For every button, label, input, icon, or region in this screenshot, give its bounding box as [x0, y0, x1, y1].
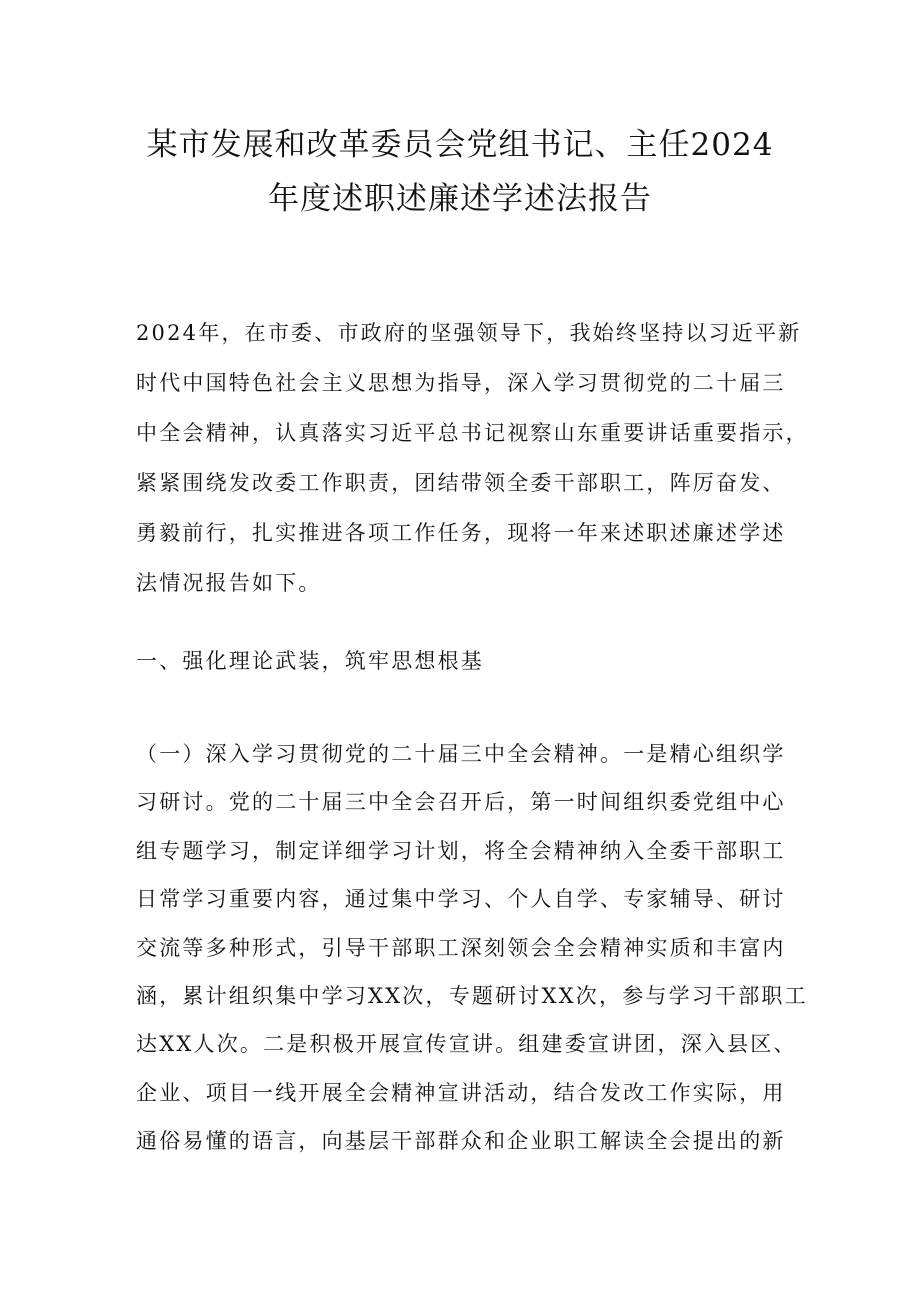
section-heading: [136, 636, 796, 686]
section-line: 涵，累计组织集中学习XX次，专题研讨XX次，参与学习干部职工: [136, 983, 808, 1008]
title-line-2: 年度述职述廉述学述法报告: [268, 181, 652, 217]
section-line: （一）深入学习贯彻党的二十届三中全会精神。一是精心组织学: [136, 742, 786, 766]
section-line: 达XX人次。二是积极开展宣传宣讲。组建委宣讲团，深入县区、: [136, 1032, 797, 1057]
intro-paragraph: [136, 308, 809, 608]
section-paragraph: [136, 730, 808, 1166]
intro-line: 法情况报告如下。: [136, 571, 322, 595]
intro-line: 勇毅前行，扎实推进各项工作任务，现将一年来述职述廉述学述: [136, 521, 786, 545]
section-heading-text: 一、强化理论武装，筑牢思想根基: [136, 649, 484, 673]
section-line: 日常学习重要内容，通过集中学习、个人自学、专家辅导、研讨: [136, 887, 786, 912]
document-title: [120, 118, 800, 226]
intro-line: 2024年，在市委、市政府的坚强领导下，我始终坚持以习近平新: [136, 321, 802, 345]
section-line: 组专题学习，制定详细学习计划，将全会精神纳入全委干部职工: [136, 838, 786, 863]
intro-line: 时代中国特色社会主义思想为指导，深入学习贯彻党的二十届三: [136, 371, 786, 395]
intro-line: 中全会精神，认真落实习近平总书记视察山东重要讲话重要指示，: [136, 421, 809, 445]
section-line: 通俗易懂的语言，向基层干部群众和企业职工解读全会提出的新: [136, 1129, 786, 1154]
section-line: 习研讨。党的二十届三中全会召开后，第一时间组织委党组中心: [136, 790, 786, 815]
section-line: 企业、项目一线开展全会精神宣讲活动，结合发改工作实际，用: [136, 1080, 786, 1105]
section-line: 交流等多种形式，引导干部职工深刻领会全会精神实质和丰富内: [136, 935, 786, 960]
title-line-1: 某市发展和改革委员会党组书记、主任2024: [146, 127, 774, 163]
intro-line: 紧紧围绕发改委工作职责，团结带领全委干部职工，阵厉奋发、: [136, 471, 786, 495]
